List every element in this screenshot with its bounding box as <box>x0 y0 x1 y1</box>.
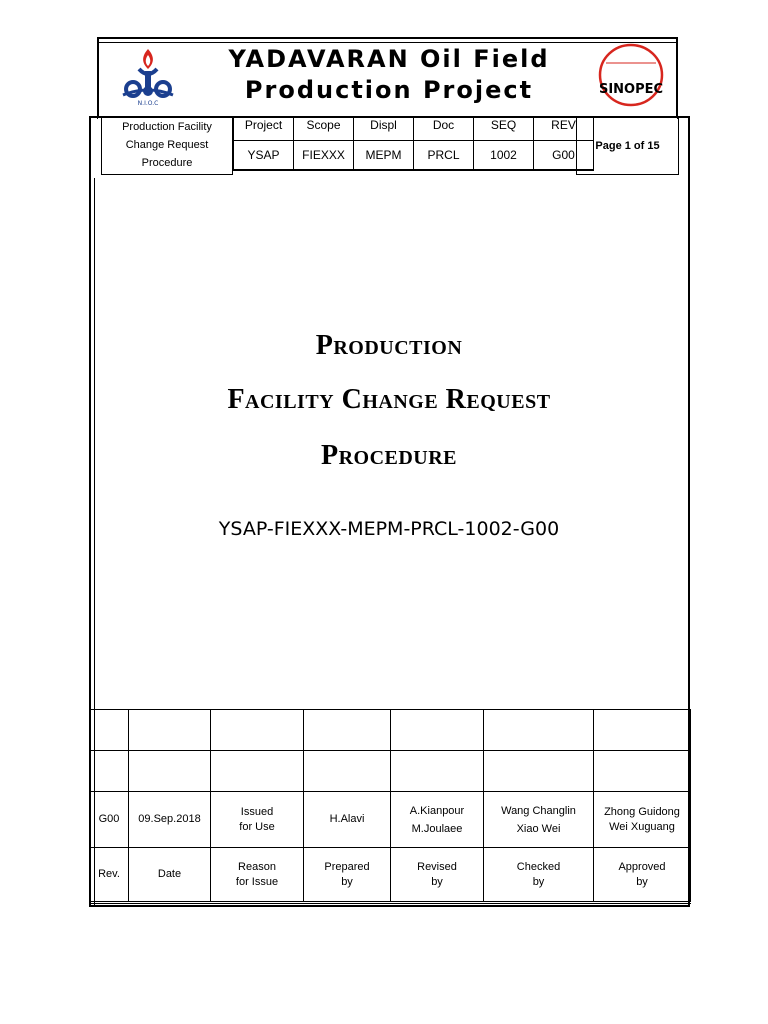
revision-header-prepared <box>304 848 391 903</box>
code-header-doc: Doc <box>414 118 474 141</box>
revision-revised <box>391 792 484 848</box>
revision-reason <box>211 792 304 848</box>
sinopec-logo <box>598 43 664 107</box>
revision-row-empty <box>90 710 691 751</box>
revision-header-checked <box>484 848 594 903</box>
document-number: YSAP-FIEXXX-MEPM-PRCL-1002-G00 <box>218 518 560 540</box>
project-title-line2: Production Project <box>244 76 534 104</box>
revision-checked <box>484 792 594 848</box>
revision-checked-line: Xiao Wei <box>516 822 561 835</box>
revision-approved-line: Zhong Guidong <box>604 805 680 818</box>
revision-header-line: by <box>532 875 545 888</box>
document-header <box>97 37 678 117</box>
page-number: Page 1 of 15 <box>576 117 679 175</box>
revision-header-rev: Rev. <box>90 848 129 903</box>
document-description-line: Change Request <box>125 139 209 151</box>
code-value-project: YSAP <box>234 141 294 171</box>
revision-approved <box>594 792 691 848</box>
revision-reason-line: for Use <box>239 820 275 833</box>
code-header-scope: Scope <box>294 118 354 141</box>
revision-revised-line: A.Kianpour <box>409 804 465 817</box>
revision-header-line: by <box>431 875 443 888</box>
nioc-logo <box>119 45 177 107</box>
code-header-seq: SEQ <box>474 118 534 141</box>
code-header-project: Project <box>234 118 294 141</box>
code-value-doc: PRCL <box>414 141 474 171</box>
document-code-table <box>233 117 594 171</box>
code-value-rev: G00 <box>534 141 594 171</box>
revision-date: 09.Sep.2018 <box>129 792 211 848</box>
revision-header-line: Revised <box>417 860 457 873</box>
document-description-line: Production Facility <box>122 121 212 133</box>
document-description <box>101 117 233 175</box>
revision-header-line: by <box>636 875 648 888</box>
revision-revised-line: M.Joulaee <box>411 822 463 835</box>
revision-header-line: Prepared <box>324 860 370 873</box>
code-value-seq: 1002 <box>474 141 534 171</box>
revision-header-line: for Issue <box>235 875 279 888</box>
revision-prepared: H.Alavi <box>304 792 391 848</box>
document-title-line2: Facility Change Request <box>227 384 551 415</box>
revision-header-revised <box>391 848 484 903</box>
revision-header-reason <box>211 848 304 903</box>
revision-header-date: Date <box>129 848 211 903</box>
document-title-line3: Procedure <box>320 440 458 471</box>
revision-row <box>90 792 691 848</box>
revision-rev: G00 <box>90 792 129 848</box>
sinopec-logo-text: SINOPEC <box>598 82 664 97</box>
code-value-scope: FIEXXX <box>294 141 354 171</box>
document-title-line1: Production <box>315 330 463 361</box>
revision-table <box>89 709 691 904</box>
revision-header-line: Approved <box>618 860 666 873</box>
revision-header-row <box>90 848 691 903</box>
revision-header-line: by <box>341 875 353 888</box>
revision-header-approved <box>594 848 691 903</box>
revision-row-empty <box>90 751 691 792</box>
code-header-displ: Displ <box>354 118 414 141</box>
code-header-rev: REV <box>534 118 594 141</box>
revision-header-line: Reason <box>238 860 276 873</box>
revision-header-line: Checked <box>516 860 561 873</box>
revision-checked-line: Wang Changlin <box>501 804 576 817</box>
project-title-line1: YADAVARAN Oil Field <box>228 45 550 73</box>
code-value-displ: MEPM <box>354 141 414 171</box>
revision-approved-line: Wei Xuguang <box>609 820 675 833</box>
document-description-line: Procedure <box>141 157 193 169</box>
nioc-logo-caption: N.I.O.C <box>137 100 159 107</box>
revision-reason-line: Issued <box>240 805 274 818</box>
document-code-row <box>101 117 679 175</box>
